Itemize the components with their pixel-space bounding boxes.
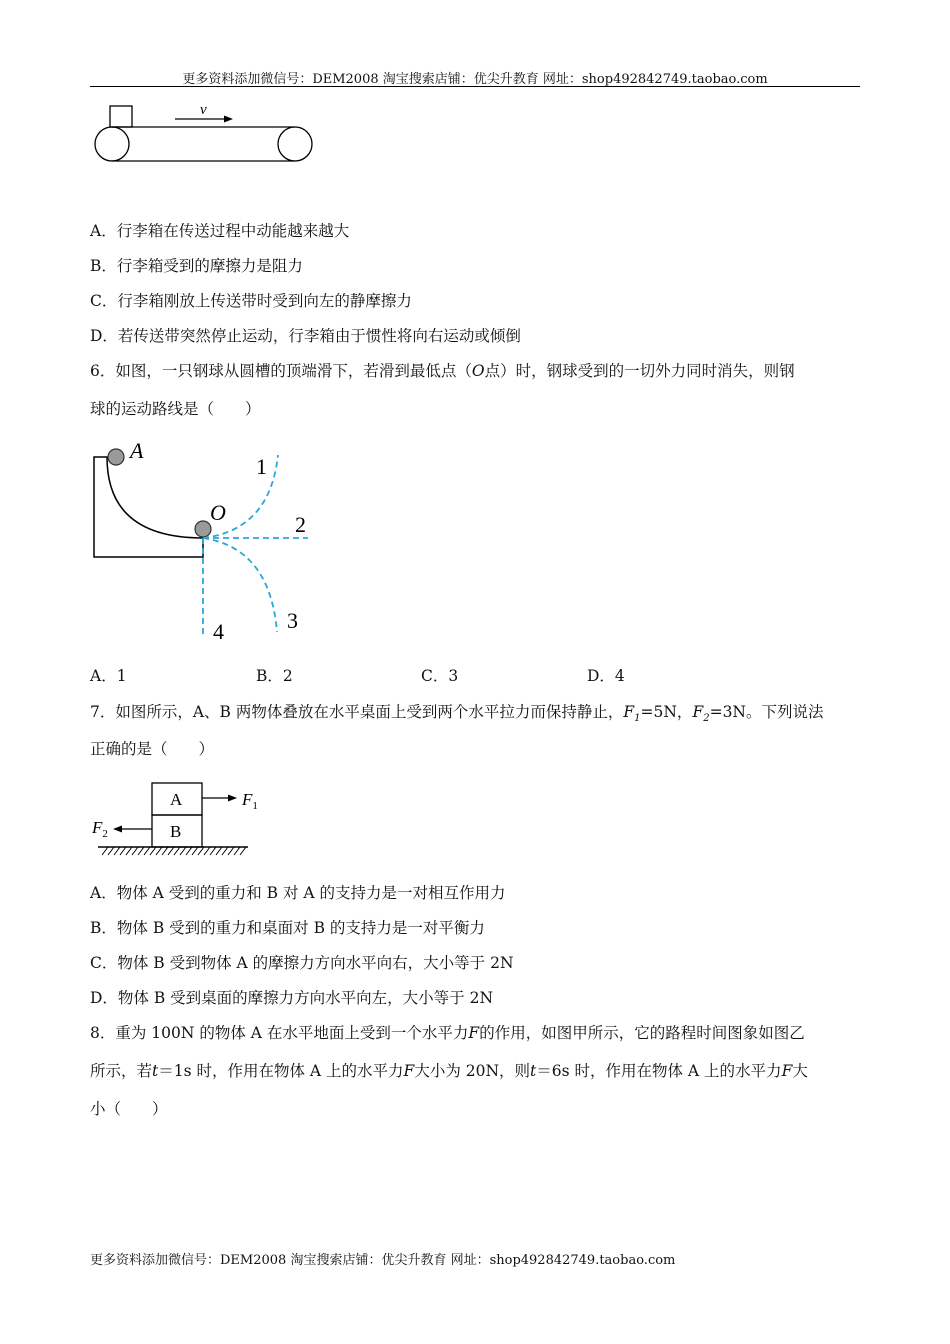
q6-stem-line2: 球的运动路线是（ ） [90, 400, 261, 418]
q7-option-d: D．物体 B 受到桌面的摩擦力方向水平向左，大小等于 2N [90, 989, 494, 1007]
label-o: O [210, 500, 226, 525]
q6-stem-line1: 6．如图，一只钢球从圆槽的顶端滑下，若滑到最低点（O点）时，钢球受到的一切外力同时消失，则钢 [90, 362, 795, 380]
ball-at-o [195, 521, 211, 537]
block-a-label: A [170, 790, 183, 809]
q7-option-a: A．物体 A 受到的重力和 B 对 A 的支持力是一对相互作用力 [90, 884, 506, 902]
q8-stem-line1: 8．重为 100N 的物体 A 在水平地面上受到一个水平力F的作用，如图甲所示，它的路程时间图象如图乙 [90, 1024, 805, 1042]
q6-option-d: D．4 [587, 667, 625, 685]
bowl-outline [94, 457, 203, 557]
bowl-figure [90, 440, 320, 650]
q6-option-b: B．2 [256, 667, 293, 685]
q5-option-b: B．行李箱受到的摩擦力是阻力 [90, 257, 303, 275]
path-label-2: 2 [295, 512, 306, 537]
path-label-4: 4 [213, 619, 224, 644]
blocks-figure [90, 775, 270, 860]
q8-stem-line3: 小（ ） [90, 1100, 168, 1118]
q7-stem-line1: 7．如图所示，A、B 两物体叠放在水平桌面上受到两个水平拉力而保持静止，$F_1=5N$，$F_2=3N$。下列说法 [90, 703, 824, 725]
left-roller [95, 127, 129, 161]
conveyor-figure [90, 100, 320, 170]
q6-option-a: A．1 [90, 667, 127, 685]
q5-option-c: C．行李箱刚放上传送带时受到向左的静摩擦力 [90, 292, 412, 310]
ball-at-a [108, 449, 124, 465]
f1-arrowhead [228, 795, 237, 802]
page-header: 更多资料添加微信号：DEM2008 淘宝搜索店铺：优尖升教育 网址：shop492842749.taobao.com [182, 72, 768, 87]
path-label-1: 1 [256, 454, 267, 479]
q5-option-a: A．行李箱在传送过程中动能越来越大 [90, 222, 350, 240]
block-b-label: B [170, 822, 182, 841]
f2-label: $F_2$ [92, 818, 108, 840]
path-3 [203, 538, 277, 632]
right-roller [278, 127, 312, 161]
q7-stem-line2: 正确的是（ ） [90, 740, 215, 758]
q5-option-d: D．若传送带突然停止运动，行李箱由于惯性将向右运动或倾倒 [90, 327, 521, 345]
q6-option-c: C．3 [421, 667, 459, 685]
ground-hatch [102, 847, 246, 855]
q7-option-c: C．物体 B 受到物体 A 的摩擦力方向水平向右，大小等于 2N [90, 954, 514, 972]
page-footer: 更多资料添加微信号：DEM2008 淘宝搜索店铺：优尖升教育 网址：shop492842749.taobao.com [90, 1253, 676, 1268]
velocity-arrowhead [224, 116, 233, 123]
f2-arrowhead [113, 826, 122, 833]
q8-stem-line2: 所示，若t＝1s 时，作用在物体 A 上的水平力F大小为 20N，则t＝6s 时，作用在物体 A 上的水平力F大 [90, 1062, 808, 1080]
label-a: A [130, 438, 144, 463]
velocity-label: v [200, 102, 207, 118]
q7-option-b: B．物体 B 受到的重力和桌面对 B 的支持力是一对平衡力 [90, 919, 485, 937]
luggage-box [110, 106, 132, 127]
path-label-3: 3 [287, 608, 298, 633]
header-divider [90, 86, 860, 87]
f1-label: $F_1$ [242, 790, 258, 812]
